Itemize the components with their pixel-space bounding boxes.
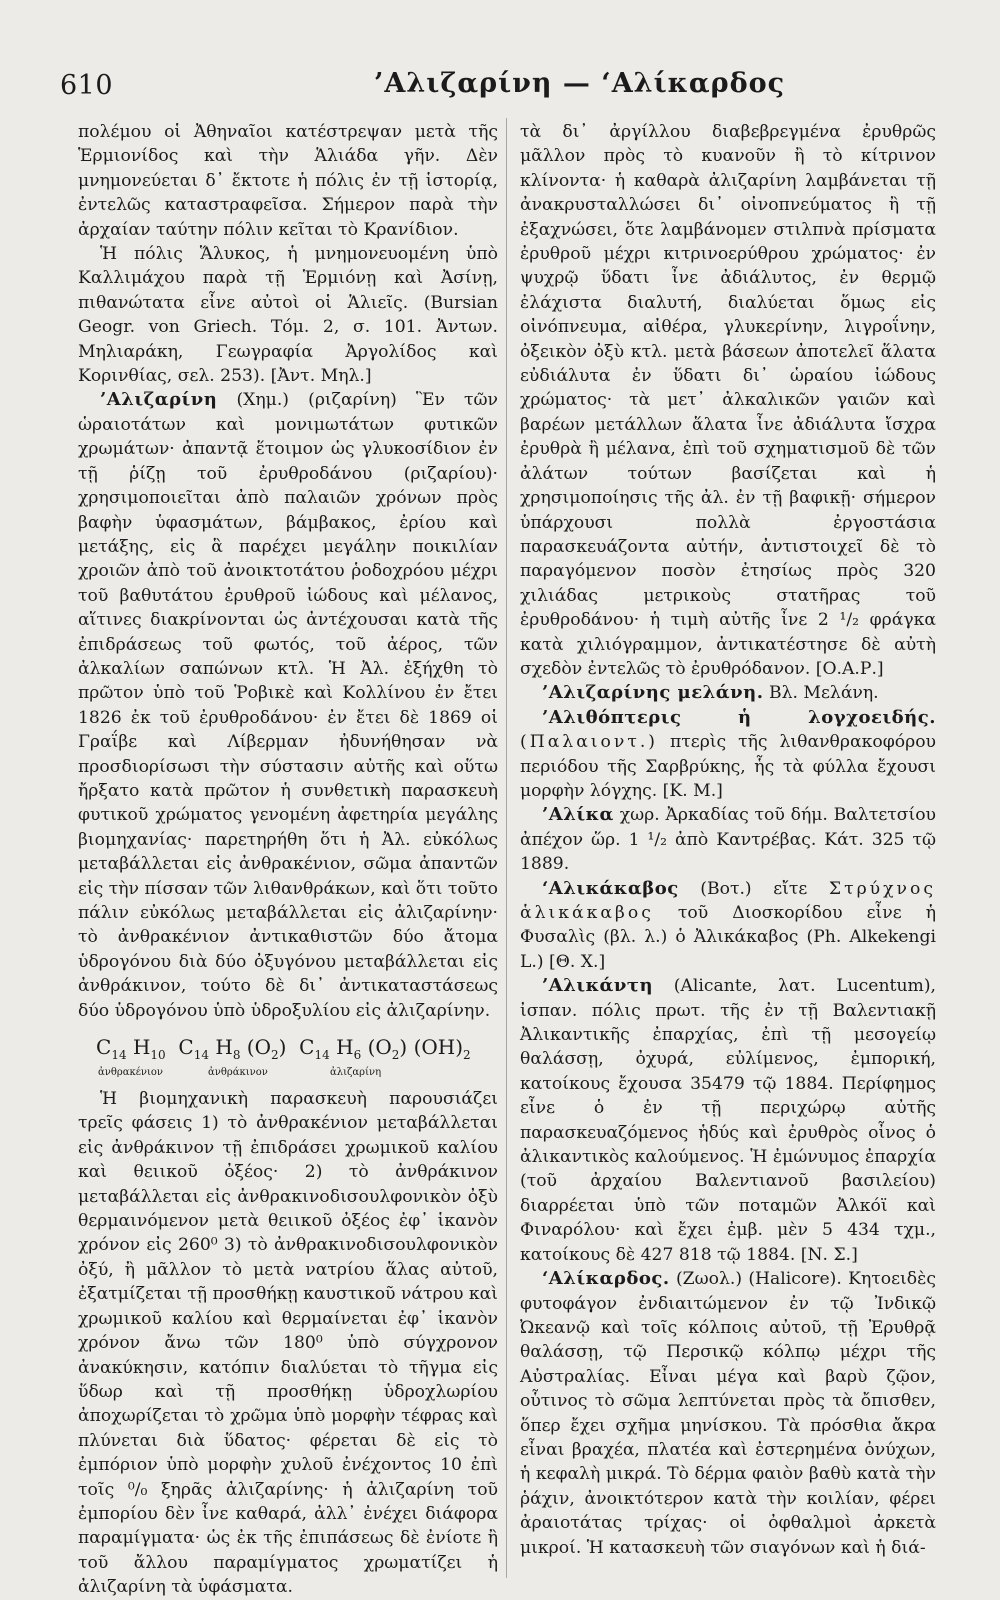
entry-continuation: πολέμου οἱ Ἀθηναῖοι κατέστρεψαν μετὰ τῆς Ἑρμιονίδος καὶ τὴν Ἁλιάδα γῆν. Δὲν μνημονεύεται δ᾽ ἔκτοτε ἡ πόλις ἐν τῇ ἱστορίᾳ, ἐντελῶς καταστραφεῖσα. Σήμερον παρὰ τὴν ἀρχαίαν ταύτην πόλιν κεῖται τὸ Κρανίδιον. (78, 122, 498, 240)
entry-heading: ’Αλιζαρίνη (100, 389, 218, 411)
entry-continuation: τὰ δι᾽ ἀργίλλου διαβεβρεγμένα ἐρυθρῶς μᾶλλον πρὸς τὸ κυανοῦν ἢ τὸ κίτρινον κλίνοντα· ἡ καθαρὰ ἀλιζαρίνη λαμβάνεται τῇ ἀνακρυσταλλώσει δι᾽ οἰνοπνεύματος ἢ τῇ ἐξαχνώσει, ὅτε λαμβάνομεν στιλπνὰ πρίσματα ἐρυθροῦ μέχρι κιτρινοερύθρου χρώματος· ἐν ψυχρῷ ὕδατι ἶνε ἀδιάλυτος, ἐν θερμῷ ἐλάχιστα διαλυτή, διαλύεται ὅμως εἰς οἰνόπνευμα, αἰθέρα, γλυκερίνην, λιγροΐνην, ὀξεικὸν ὀξὺ κτλ. μετὰ βάσεων ἀποτελεῖ ἅλατα εὐδιάλυτα ἐν ὕδατι δι᾽ ὡραίου ἰώδους χρώματος· τὰ μετ᾽ ἀλκαλικῶν γαιῶν καὶ βαρέων μετάλλων ἅλατα ἶνε ἀδιάλυτα ἴσχρα ἐρυθρὰ ἢ μέλανα, ἐπὶ τοῦ σχηματισμοῦ δὲ τῶν ἀλάτων τούτων βασίζεται καὶ ἡ χρησιμοποίησις τῆς ἀλ. ἐν τῇ βαφικῇ· σήμερον ὑπάρχουσι πολλὰ ἐργοστάσια παρασκευάζοντα αὐτήν, ἀντιστοιχεῖ δὲ τὸ παραγόμενον ποσὸν ἐτησίως πρὸς 320 χιλιάδας μετρικοὺς στατῆρας τοῦ ἐρυθροδάνου· ἡ τιμὴ αὐτῆς ἶνε 2 ¹/₂ φράγκα κατὰ χιλιόγραμμον, ἀντικατέστησε δὲ αὐτὴ σχεδὸν ἐντελῶς τὸ ἐρυθρόδανον. [Ο.Α.Ρ.] (520, 122, 936, 679)
entry-text: Βλ. Μελάνη. (768, 683, 879, 704)
entry-heading: ’Αλίκα (542, 804, 614, 826)
entry-text: πτερὶς τῆς λιθανθρακοφόρου περιόδου τῆς Σαρβρύκης, ἧς τὰ φύλλα ἔχουσι μορφὴν λόγχης. [Κ. Μ.] (520, 732, 936, 801)
entry-heading: ‘Αλικάκαβος (542, 877, 679, 899)
entry-heading: ’Αλιζαρίνης μελάνη. (542, 682, 764, 704)
column-divider (506, 118, 507, 1578)
entry-label: (Βοτ.) εἴτε (700, 878, 808, 899)
entry-text: (Χημ.) (ριζαρίνη) Ἓν τῶν ὡραιοτάτων καὶ μονιμωτάτων φυτικῶν χρωμάτων· ἀπαντᾷ ἕτοιμον ὡς γλυκοσίδιον ἐν τῇ ῥίζῃ τοῦ ἐρυθροδάνου (ριζαρίου)· χρησιμοποιεῖται ἀπὸ παλαιῶν χρόνων πρὸς βαφὴν ὑφασμάτων, βάμβακος, ἐρίου καὶ μετάξης, εἰς ἃ παρέχει μεγάλην ποικιλίαν χροιῶν ἀπὸ τοῦ ἀνοικτοτάτου ῥοδοχρόου μέχρι τοῦ βαθυτάτου ἐρυθροῦ ἰώδους καὶ μέλανος, αἵτινες διακρίνονται ὡς ἀντέχουσαι κατὰ τῆς ἐπιδράσεως τοῦ φωτός, τοῦ ἀέρος, τῶν ἀλκαλίων σαπώνων κτλ. Ἡ Ἀλ. ἐξήχθη τὸ πρῶτον ὑπὸ τοῦ Ῥοβικὲ καὶ Κολλίνου ἐν ἔτει 1826 ἐκ τοῦ ἐρυθροδάνου· ἐν ἔτει δὲ 1869 οἱ Γραΐβε καὶ Λίβερμαν ἠδυνήθησαν νὰ προσδιορίσωσι τὴν σύστασιν αὐτῆς καὶ οὕτω ἤρξατο κατὰ πρῶτον ἡ συνθετικὴ παρασκευὴ φυτικοῦ χρώματος γενομένη ἀφετηρία μεγάλης βιομηχανίας· παρετηρήθη ὅτι ἡ Ἀλ. εὐκόλως μεταβάλλεται εἰς ἀνθρακένιον, σῶμα ἀπαντῶν εἰς τὴν πίσσαν τῶν λιθανθράκων, καὶ ὅτι τοῦτο πάλιν εὐκόλως μεταβάλλεται εἰς ἀλιζαρίνην· τὸ ἀνθρακένιον ἀντικαθιστῶν δύο ἄτομα ὑδρογόνου διὰ δύο ὀξυγόνου μεταβάλλεται εἰς ἀνθράκινον, τούτο δὲ δι᾽ ἀντικαταστάσεως δύο ὑδρογόνου ὑπὸ ὑδροξυλίου εἰς ἀλιζαρίνην. (78, 390, 498, 1021)
chemical-formula: $C_{14}$ $H_{10}$ $C_{14}$ $H_8$ $(O_2)$ $C_{14}$ $H_6$ $(O_2)$ $(OH)_2$ (96, 1035, 471, 1063)
left-column (78, 120, 498, 1598)
entry-alikakavos (520, 877, 936, 975)
entry-alizarin-ink (520, 681, 936, 705)
page-header (58, 60, 958, 110)
entry-heading: ’Αλιθόπτερις ἡ λογχοειδής. (542, 706, 936, 728)
paragraph-halykos: Ἡ πόλις Ἅλυκος, ἡ μνημονευομένη ὑπὸ Καλλιμάχου παρὰ τῇ Ἑρμιόνῃ καὶ Ἀσίνῃ, πιθανώτατα εἶνε αὐτοὶ οἱ Ἁλιεῖς. (Bursian Geogr. von Griech. Τόμ. 2, σ. 101. Ἀντων. Μηλιαράκη, Γεωγραφία Ἀργολίδος καὶ Κορινθίας, σελ. 253). [Ἀντ. Μηλ.] (78, 244, 498, 387)
entry-text: (Alicante, λατ. Lucentum), ἰσπαν. πόλις πρωτ. τῆς ἐν τῇ Βαλεντιακῇ Ἀλικαντικῆς ἐπαρχίας, ἐπὶ τῇ μεσογείῳ θαλάσσῃ, ὀχυρά, εὐλίμενος, ἐμπορική, κατοίκους ἔχουσα 35479 τῷ 1884. Περίφημος εἶνε ὁ ἐν τῇ περιχώρῳ αὐτῆς παρασκευαζόμενος ἡδύς καὶ ἐρυθρὸς οἶνος ὁ ἀλικαντικὸς καλούμενος. Ἡ ἐμώνυμος ἐπαρχία (τοῦ ἀρχαίου Βαλεντιανοῦ βασιλείου) διαρρέεται ὑπὸ τῶν ποταμῶν Ἀλκόϊ καὶ Φιναρόλου· καὶ ἔχει ἐμβ. μὲν 5 434 τχμ., κατοίκους δὲ 427 818 τῷ 1884. [Ν. Σ.] (520, 976, 936, 1265)
entry-text: χωρ. Ἀρκαδίας τοῦ δήμ. Βαλτετσίου ἀπέχον ὥρ. 1 ¹/₂ ἀπὸ Καντρέβας. Κάτ. 325 τῷ 1889. (520, 805, 936, 875)
entry-alikardos (520, 1267, 936, 1560)
entry-alithopteris (520, 706, 936, 804)
entry-alizarin (78, 388, 498, 1023)
right-column (520, 120, 936, 1580)
formula-label: ἀνθράκινον (208, 1067, 268, 1079)
page-number: 610 (60, 70, 114, 101)
entry-text: (Ζωολ.) (Halicore). Κητοειδὲς φυτοφάγον ἐνδιαιτώμενον ἐν τῷ Ἰνδικῷ Ὠκεανῷ καὶ τοῖς κόλποις αὐτοῦ, τῇ Ἐρυθρᾷ θαλάσσῃ, τῷ Περσικῷ κόλπῳ μέχρι τῆς Αὐστραλίας. Εἶναι μέγα καὶ βαρὺ ζῷον, οὗτινος τὸ σῶμα λεπτύνεται πρὸς τὰ ὄπισθεν, ὅπερ ἔχει σχῆμα μηνίσκου. Τὰ πρόσθια ἄκρα εἶναι βραχέα, πλατέα καὶ ἐστερημένα ὀνύχων, ἡ κεφαλὴ μικρά. Τὸ δέρμα φαιὸν βαθὺ κατὰ τὴν ῥάχιν, ἀνοικτότερον κατὰ τὴν κοιλίαν, φέρει ἀραιοτάτας τρίχας· οἱ ὀφθαλμοὶ ἀρκετὰ μικροί. Ἡ κατασκευὴ τῶν σιαγόνων καὶ ἡ διά- (520, 1269, 936, 1558)
paragraph-industrial-preparation: Ἡ βιομηχανικὴ παρασκευὴ παρουσιάζει τρεῖς φάσεις 1) τὸ ἀνθρακένιον μεταβάλλεται εἰς ἀνθράκινον τῇ ἐπιδράσει χρωμικοῦ καλίου καὶ θειικοῦ ὀξέος· 2) τὸ ἀνθράκινον μεταβάλλεται εἰς ἀνθρακινοδισουλφονικὸν ὀξὺ θερμαινόμενον μετὰ θειικοῦ ὀξέος ἐφ᾽ ἱκανὸν χρόνον εἰς 260⁰ 3) τὸ ἀνθρακινοδισουλφονικὸν ὀξύ, ἢ μᾶλλον τὸ μετὰ νατρίου ἅλας αὐτοῦ, ἐξατμίζεται τῇ προσθήκῃ καυστικοῦ νάτρου καὶ χρωμικοῦ καλίου καὶ θερμαίνεται ἐφ᾽ ἱκανὸν χρόνον ἄνω τῶν 180⁰ ὑπὸ σύγχρονον ἀνακύκησιν, κατόπιν διαλύεται τὸ τῆγμα εἰς ὕδωρ καὶ τῇ προσθήκῃ ὑδροχλωρίου ἀποχωρίζεται τὸ χρῶμα ὑπὸ μορφὴν τέφρας καὶ πλύνεται διὰ ὕδατος· φέρεται δὲ εἰς τὸ ἐμπόριον ὑπὸ μορφὴν χυλοῦ ἐνέχοντος 10 ἐπὶ τοῖς ⁰/₀ ξηρᾶς ἀλιζαρίνης· ἡ ἀλιζαρίνη τοῦ ἐμπορίου δὲν ἶνε καθαρά, ἀλλ᾽ ἐνέχει διάφορα παραμίγματα· ὡς ἐκ τῆς ἐπιπάσεως δὲ ἐνίοτε ἢ τοῦ ἄλλου παραμίγματος χρωματίζει ἡ ἀλιζαρίνη τὰ ὑφάσματα. (78, 1089, 498, 1598)
entry-heading: ’Αλικάντη (542, 975, 654, 997)
entry-label: (Παλαιοντ.) (520, 732, 659, 753)
entry-alika (520, 803, 936, 876)
entry-heading: ‘Αλίκαρδος. (542, 1268, 670, 1290)
entry-text: τοῦ Διοσκορίδου εἶνε ἡ Φυσαλὶς (βλ. λ.) ὁ Ἀλικάκαβος (Ph. Alkekengi L.) [Θ. Χ.] (520, 903, 936, 972)
formula-label: ἀλιζαρίνη (330, 1067, 382, 1079)
entry-spaced-term: Στρύχνος ἁλικάκαβος (520, 878, 936, 923)
entry-alicante (520, 974, 936, 1267)
running-head: ’Αλιζαρίνη — ‘Αλίκαρδος (374, 68, 786, 99)
formula-label: ἀνθρακένιον (98, 1067, 164, 1079)
